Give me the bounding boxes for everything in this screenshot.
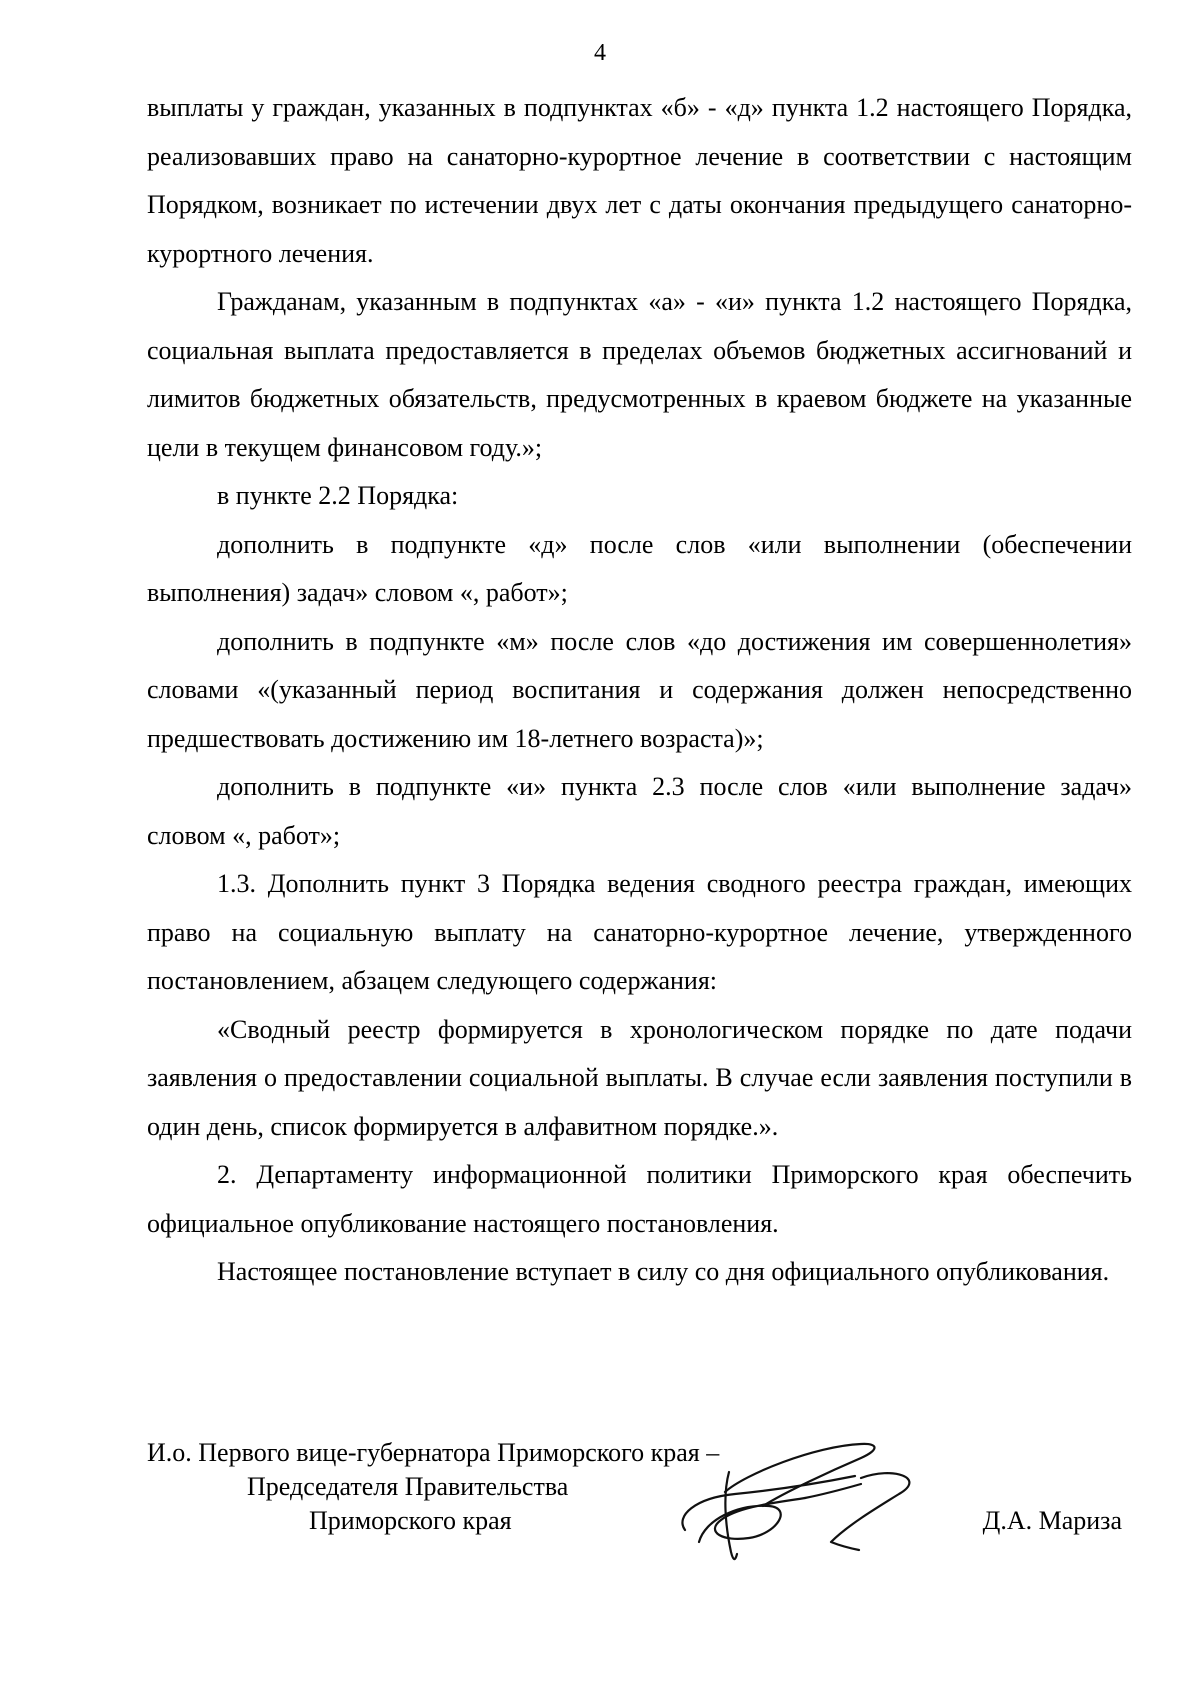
paragraph-budget-limits: Гражданам, указанным в подпунктах «а» - «и» пункта 1.2 настоящего Порядка, социальная выплата предоставляется в пределах объемов бюджетных ассигнований и лимитов бюджетных обязательств, предусмотренных в краевом бюджете на указанные цели в текущем финансовом году.»;	[147, 287, 1132, 462]
signatory-name: Д.А. Мариза	[982, 1506, 1122, 1535]
paragraph-continuation: выплаты у граждан, указанных в подпунктах «б» - «д» пункта 1.2 настоящего Порядка, реализовавших право на санаторно-курортное лечение в соответствии с настоящим Порядком, возникает по истечении двух лет с даты окончания предыдущего санаторно-курортного лечения.	[147, 93, 1132, 268]
paragraph-effective-date: Настоящее постановление вступает в силу со дня официального опубликования.	[217, 1257, 1110, 1286]
paragraph-item-1-3: 1.3. Дополнить пункт 3 Порядка ведения сводного реестра граждан, имеющих право на социальную выплату на санаторно-курортное лечение, утвержденного постановлением, абзацем следующего содержания:	[147, 869, 1132, 995]
page-number: 4	[594, 40, 606, 66]
paragraph-subclause-d: дополнить в подпункте «д» после слов «или выполнении (обеспечении выполнения) задач» словом «, работ»;	[147, 529, 1132, 607]
signatory-title-line-2: Председателя Правительства	[247, 1472, 569, 1501]
paragraph-clause-2-2: в пункте 2.2 Порядка:	[217, 481, 459, 510]
signatory-title-line-3: Приморского края	[309, 1506, 512, 1535]
signatory-title-line-1: И.о. Первого вице-губернатора Приморского края –	[147, 1438, 720, 1467]
signature-block	[147, 1436, 1132, 1576]
paragraph-registry-quote: «Сводный реестр формируется в хронологическом порядке по дате подачи заявления о предоставлении социальной выплаты. В случае если заявления поступили в один день, список формируется в алфавитном порядке.».	[147, 1014, 1132, 1141]
paragraph-subclause-i: дополнить в подпункте «и» пункта 2.3 после слов «или выполнение задач» словом «, работ»;	[147, 772, 1132, 850]
handwritten-signature	[665, 1434, 925, 1574]
document-body	[147, 84, 1132, 1297]
paragraph-subclause-m: дополнить в подпункте «м» после слов «до достижения им совершеннолетия» словами «(указанный период воспитания и содержания должен непосредственно предшествовать достижению им 18-летнего возраста)»;	[147, 626, 1132, 753]
paragraph-item-2: 2. Департаменту информационной политики Приморского края обеспечить официальное опубликование настоящего постановления.	[147, 1160, 1132, 1238]
